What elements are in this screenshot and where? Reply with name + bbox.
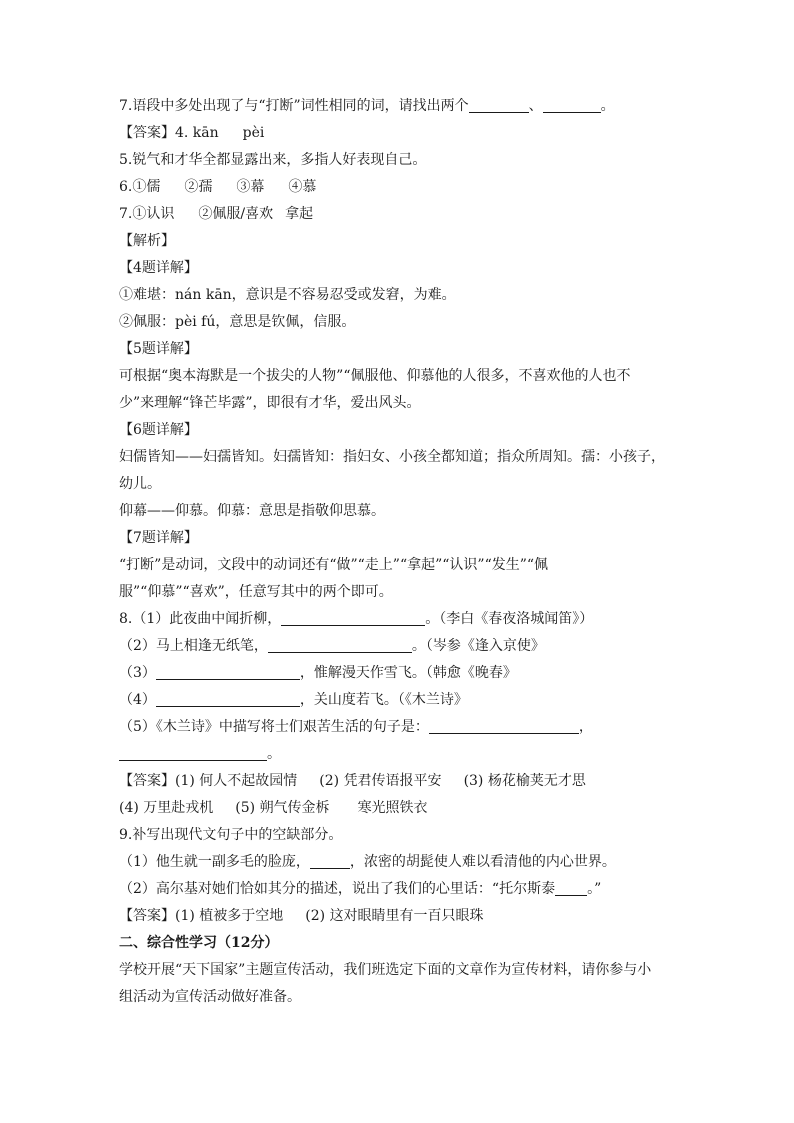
answer-number: 7. xyxy=(119,206,133,222)
detail-6-line-1: 妇儒皆知——妇孺皆知。妇孺皆知：指妇女、小孩全都知道；指众所周知。孺：小孩子， xyxy=(119,449,665,465)
answer-8-line-2 xyxy=(119,795,679,822)
answer-item: 寒光照铁衣 xyxy=(357,800,428,816)
answer-item: (4) 万里赴戎机 xyxy=(119,800,214,816)
answer-5-line: 5.锐气和才华全都显露出来，多指人好表现自己。 xyxy=(119,152,427,168)
question-text: 。” xyxy=(587,881,602,897)
answer-label: 【答案】 xyxy=(119,125,175,141)
answer-item: (1) 植被多于空地 xyxy=(175,908,284,924)
question-source: ，关山度若飞。（《木兰诗》 xyxy=(299,692,468,708)
answer-item: ①认识 xyxy=(132,206,175,222)
question-8-5 xyxy=(119,714,679,741)
question-9-1 xyxy=(119,849,679,876)
answer-number: 6. xyxy=(119,179,133,195)
question-text: 8.（1）此夜曲中闻折柳， xyxy=(119,611,282,627)
question-source: 。（岑参《逢入京使》 xyxy=(411,638,545,654)
detail-5-line-2: 少”来理解“锋芒毕露”，即很有才华，爱出风头。 xyxy=(119,395,421,411)
answer-blank xyxy=(156,664,300,680)
question-text: （2）马上相逢无纸笔， xyxy=(119,638,268,654)
answer-7-line xyxy=(119,201,679,228)
answer-6-line xyxy=(119,174,679,201)
question-8-2 xyxy=(119,633,679,660)
question-source: ，惟解漫天作雪飞。（韩愈《晚春》 xyxy=(299,665,517,681)
answer-blank xyxy=(268,637,412,653)
answer-item: ④慕 xyxy=(288,179,317,195)
answer-blank xyxy=(543,97,601,113)
detail-4-line-2: ②佩服：pèi fú，意思是钦佩，信服。 xyxy=(119,314,356,330)
answer-item: (1) 何人不起故园情 xyxy=(175,773,298,789)
section-2-line-2: 组活动为宣传活动做好准备。 xyxy=(119,989,301,1005)
section-2-heading: 二、综合性学习（12分） xyxy=(119,935,279,951)
detail-7-line-2: 服”“仰慕”“喜欢”，任意写其中的两个即可。 xyxy=(119,584,393,600)
answer-blank xyxy=(310,853,350,869)
answer-item: (2) 这对眼睛里有一百只眼珠 xyxy=(305,908,484,924)
detail-6-line-2: 幼儿。 xyxy=(119,476,161,492)
question-9: 9.补写出现代文句子中的空缺部分。 xyxy=(119,827,343,843)
question-text: ，浓密的胡髭使人难以看清他的内心世界。 xyxy=(349,854,616,870)
answer-item: 拿起 xyxy=(285,206,314,222)
answer-label: 【答案】 xyxy=(119,773,175,789)
detail-5-heading: 【5题详解】 xyxy=(119,341,198,357)
question-8-4 xyxy=(119,687,679,714)
comma: ， xyxy=(578,719,593,735)
answer-blank xyxy=(469,97,529,113)
answer-9-line xyxy=(119,903,679,930)
period: 。 xyxy=(600,98,615,114)
answer-line xyxy=(119,120,679,147)
analysis-heading: 【解析】 xyxy=(119,233,175,249)
answer-blank xyxy=(429,718,579,734)
answer-blank xyxy=(156,691,300,707)
question-8-5-cont xyxy=(119,741,679,768)
question-9-2 xyxy=(119,876,679,903)
answer-item: (5) 朔气传金柝 xyxy=(235,800,330,816)
answer-item: 4. kān xyxy=(175,125,219,141)
question-text: （5）《木兰诗》中描写将士们艰苦生活的句子是： xyxy=(119,719,429,735)
answer-blank xyxy=(119,745,267,761)
detail-6-line-3: 仰幕——仰慕。仰慕：意思是指敬仰思慕。 xyxy=(119,503,385,519)
detail-6-heading: 【6题详解】 xyxy=(119,422,198,438)
question-8-3 xyxy=(119,660,679,687)
answer-8-line-1 xyxy=(119,768,679,795)
answer-item: ②孺 xyxy=(184,179,213,195)
answer-item: ②佩服/喜欢 xyxy=(198,206,274,222)
detail-5-line-1: 可根据“奥本海默是一个拔尖的人物”“佩服他、仰慕他的人很多，不喜欢他的人也不 xyxy=(119,368,631,384)
answer-item: ①儒 xyxy=(132,179,161,195)
question-text: （3） xyxy=(119,665,156,681)
answer-label: 【答案】 xyxy=(119,908,175,924)
answer-item: ③幕 xyxy=(236,179,265,195)
answer-blank xyxy=(555,880,587,896)
answer-item: (2) 凭君传语报平安 xyxy=(319,773,442,789)
question-text: （2）高尔基对她们恰如其分的描述，说出了我们的心里话：“托尔斯泰 xyxy=(119,881,556,897)
separator: 、 xyxy=(528,98,543,114)
document-body xyxy=(119,93,679,1011)
period: 。 xyxy=(267,746,281,762)
answer-item: (3) 杨花榆荚无才思 xyxy=(463,773,586,789)
question-7-text: 7.语段中多处出现了与“打断”词性相同的词，请找出两个 xyxy=(119,98,469,114)
question-text: （1）他生就一副多毛的脸庞， xyxy=(119,854,310,870)
answer-item: pèi xyxy=(242,125,265,141)
question-source: 。（李白《春夜洛城闻笛》） xyxy=(425,611,594,627)
question-8-1 xyxy=(119,606,679,633)
detail-7-line-1: “打断”是动词，文段中的动词还有“做”“走上”“拿起”“认识”“发生”“佩 xyxy=(119,557,549,573)
section-2-line-1: 学校开展“天下国家”主题宣传活动，我们班选定下面的文章作为宣传材料，请你参与小 xyxy=(119,962,652,978)
answer-blank xyxy=(281,610,425,626)
question-text: （4） xyxy=(119,692,156,708)
question-7-line xyxy=(119,93,679,120)
detail-4-heading: 【4题详解】 xyxy=(119,260,198,276)
detail-7-heading: 【7题详解】 xyxy=(119,530,198,546)
detail-4-line-1: ①难堪：nán kān，意识是不容易忍受或发窘，为难。 xyxy=(119,287,456,303)
